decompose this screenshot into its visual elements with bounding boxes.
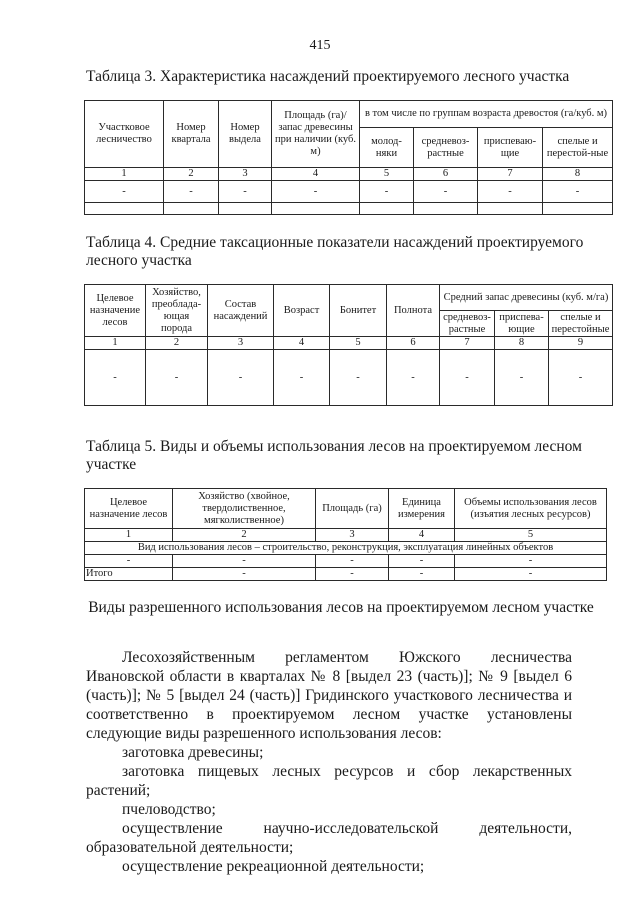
t5-number: 3	[316, 529, 389, 542]
section-heading: Виды разрешенного использования лесов на проектируемом лесном участке	[88, 599, 594, 616]
table4	[84, 284, 613, 406]
t5-number: 1	[85, 529, 173, 542]
t4-header-middle-aged: средневоз-растные	[440, 311, 495, 337]
t4-number: 9	[549, 337, 613, 350]
t4-header-density: Полнота	[387, 285, 440, 337]
t5-cell: -	[455, 555, 607, 568]
t3-number: 4	[272, 168, 360, 181]
table-row	[85, 203, 613, 215]
t3-header-maturing: приспеваю-щие	[478, 128, 543, 168]
list-item: заготовка древесины;	[122, 744, 264, 761]
list-item: пчеловодство;	[122, 801, 216, 818]
t4-cell: -	[387, 350, 440, 406]
list-item: заготовка пищевых лесных ресурсов и сбор лекарственных растений;	[86, 763, 572, 799]
t3-number: 1	[85, 168, 164, 181]
t4-number: 4	[274, 337, 330, 350]
t4-header-species: Хозяйство, преоблада-ющая порода	[146, 285, 208, 337]
t4-cell: -	[495, 350, 549, 406]
t3-header-age-groups: в том числе по группам возраста древостоя (га/куб. м)	[360, 101, 613, 128]
t5-header-area: Площадь (га)	[316, 489, 389, 529]
table3	[84, 100, 613, 215]
t4-cell: -	[440, 350, 495, 406]
t3-header-middle-aged: средневоз-растные	[414, 128, 478, 168]
table-row	[85, 350, 613, 406]
t4-number-row	[85, 337, 613, 350]
t3-cell	[414, 203, 478, 215]
t3-cell: -	[414, 181, 478, 203]
table-row	[85, 568, 607, 581]
t3-header-forestry: Участковое лесничество	[85, 101, 164, 168]
t4-cell: -	[274, 350, 330, 406]
t3-header-plot: Номер выдела	[219, 101, 272, 168]
t4-header-avg-stock: Средний запас древесины (куб. м/га)	[440, 285, 613, 311]
t4-header-age: Возраст	[274, 285, 330, 337]
t5-cell: -	[316, 568, 389, 581]
t5-header-economy: Хозяйство (хвойное, твердолиственное, мягколиственное)	[173, 489, 316, 529]
t5-total-label: Итого	[85, 568, 173, 581]
t5-cell: -	[85, 555, 173, 568]
t3-number: 6	[414, 168, 478, 181]
t3-cell	[478, 203, 543, 215]
t4-header-mature: спелые и перестойные	[549, 311, 613, 337]
t4-header-site-class: Бонитет	[330, 285, 387, 337]
t5-number-row	[85, 529, 607, 542]
t5-cell: -	[389, 555, 455, 568]
t4-number: 8	[495, 337, 549, 350]
t5-number: 4	[389, 529, 455, 542]
t3-number: 2	[164, 168, 219, 181]
page-number: 415	[309, 38, 331, 53]
t3-header-young: молод-няки	[360, 128, 414, 168]
table5-caption: Таблица 5. Виды и объемы использования лесов на проектируемом лесном участке	[86, 438, 582, 473]
t3-cell: -	[85, 181, 164, 203]
t4-header-maturing: приспева-ющие	[495, 311, 549, 337]
intro-paragraph: Лесохозяйственным регламентом Южского лесничества Ивановской области в кварталах № 8 [выдел 23 (часть)]; № 9 [выдел 6 (часть)]; № 5 [выдел 24 (часть)] Гридинского участкового лесничества и соответственно в проектируемом лесном участке установлены следующие виды разрешенного использования лесов:	[86, 649, 572, 742]
table4-caption: Таблица 4. Средние таксационные показатели насаждений проектируемого лесного участка	[86, 234, 584, 269]
t5-number: 5	[455, 529, 607, 542]
t3-cell: -	[272, 181, 360, 203]
t3-number: 7	[478, 168, 543, 181]
table-row	[85, 181, 613, 203]
t3-cell	[164, 203, 219, 215]
t5-header-volume: Объемы использования лесов (изъятия лесных ресурсов)	[455, 489, 607, 529]
t4-cell: -	[330, 350, 387, 406]
t4-cell: -	[146, 350, 208, 406]
t3-cell: -	[164, 181, 219, 203]
t3-cell: -	[543, 181, 613, 203]
t3-header-area: Площадь (га)/запас древесины при наличии (куб. м)	[272, 101, 360, 168]
t4-header-purpose: Целевое назначение лесов	[85, 285, 146, 337]
t3-cell	[543, 203, 613, 215]
t4-cell: -	[85, 350, 146, 406]
table-row	[85, 555, 607, 568]
t3-number: 3	[219, 168, 272, 181]
t3-cell: -	[478, 181, 543, 203]
section-body	[86, 648, 572, 876]
t3-number-row	[85, 168, 613, 181]
t5-header-unit: Единица измерения	[389, 489, 455, 529]
t5-cell: -	[389, 568, 455, 581]
t3-cell	[85, 203, 164, 215]
t4-number: 2	[146, 337, 208, 350]
t3-cell: -	[360, 181, 414, 203]
list-item: осуществление рекреационной деятельности;	[122, 858, 425, 875]
t5-usage-type-row: Вид использования лесов – строительство, реконструкция, эксплуатация линейных объектов	[85, 542, 607, 555]
t5-header-purpose: Целевое назначение лесов	[85, 489, 173, 529]
list-item: осуществление научно-исследовательской деятельности, образовательной деятельности;	[86, 820, 572, 856]
t4-number: 5	[330, 337, 387, 350]
t4-number: 7	[440, 337, 495, 350]
table3-caption: Таблица 3. Характеристика насаждений проектируемого лесного участка	[86, 68, 570, 85]
t4-number: 6	[387, 337, 440, 350]
t3-header-mature: спелые и перестой-ные	[543, 128, 613, 168]
t5-cell: -	[455, 568, 607, 581]
t3-number: 8	[543, 168, 613, 181]
t5-number: 2	[173, 529, 316, 542]
t4-number: 1	[85, 337, 146, 350]
t4-cell: -	[549, 350, 613, 406]
t3-cell	[360, 203, 414, 215]
t5-cell: -	[173, 555, 316, 568]
t5-cell: -	[173, 568, 316, 581]
t5-cell: -	[316, 555, 389, 568]
t3-cell: -	[219, 181, 272, 203]
t3-header-quarter: Номер квартала	[164, 101, 219, 168]
table5	[84, 488, 607, 581]
t3-cell	[272, 203, 360, 215]
t4-header-composition: Состав насаждений	[208, 285, 274, 337]
t3-number: 5	[360, 168, 414, 181]
t4-cell: -	[208, 350, 274, 406]
t3-cell	[219, 203, 272, 215]
t4-number: 3	[208, 337, 274, 350]
